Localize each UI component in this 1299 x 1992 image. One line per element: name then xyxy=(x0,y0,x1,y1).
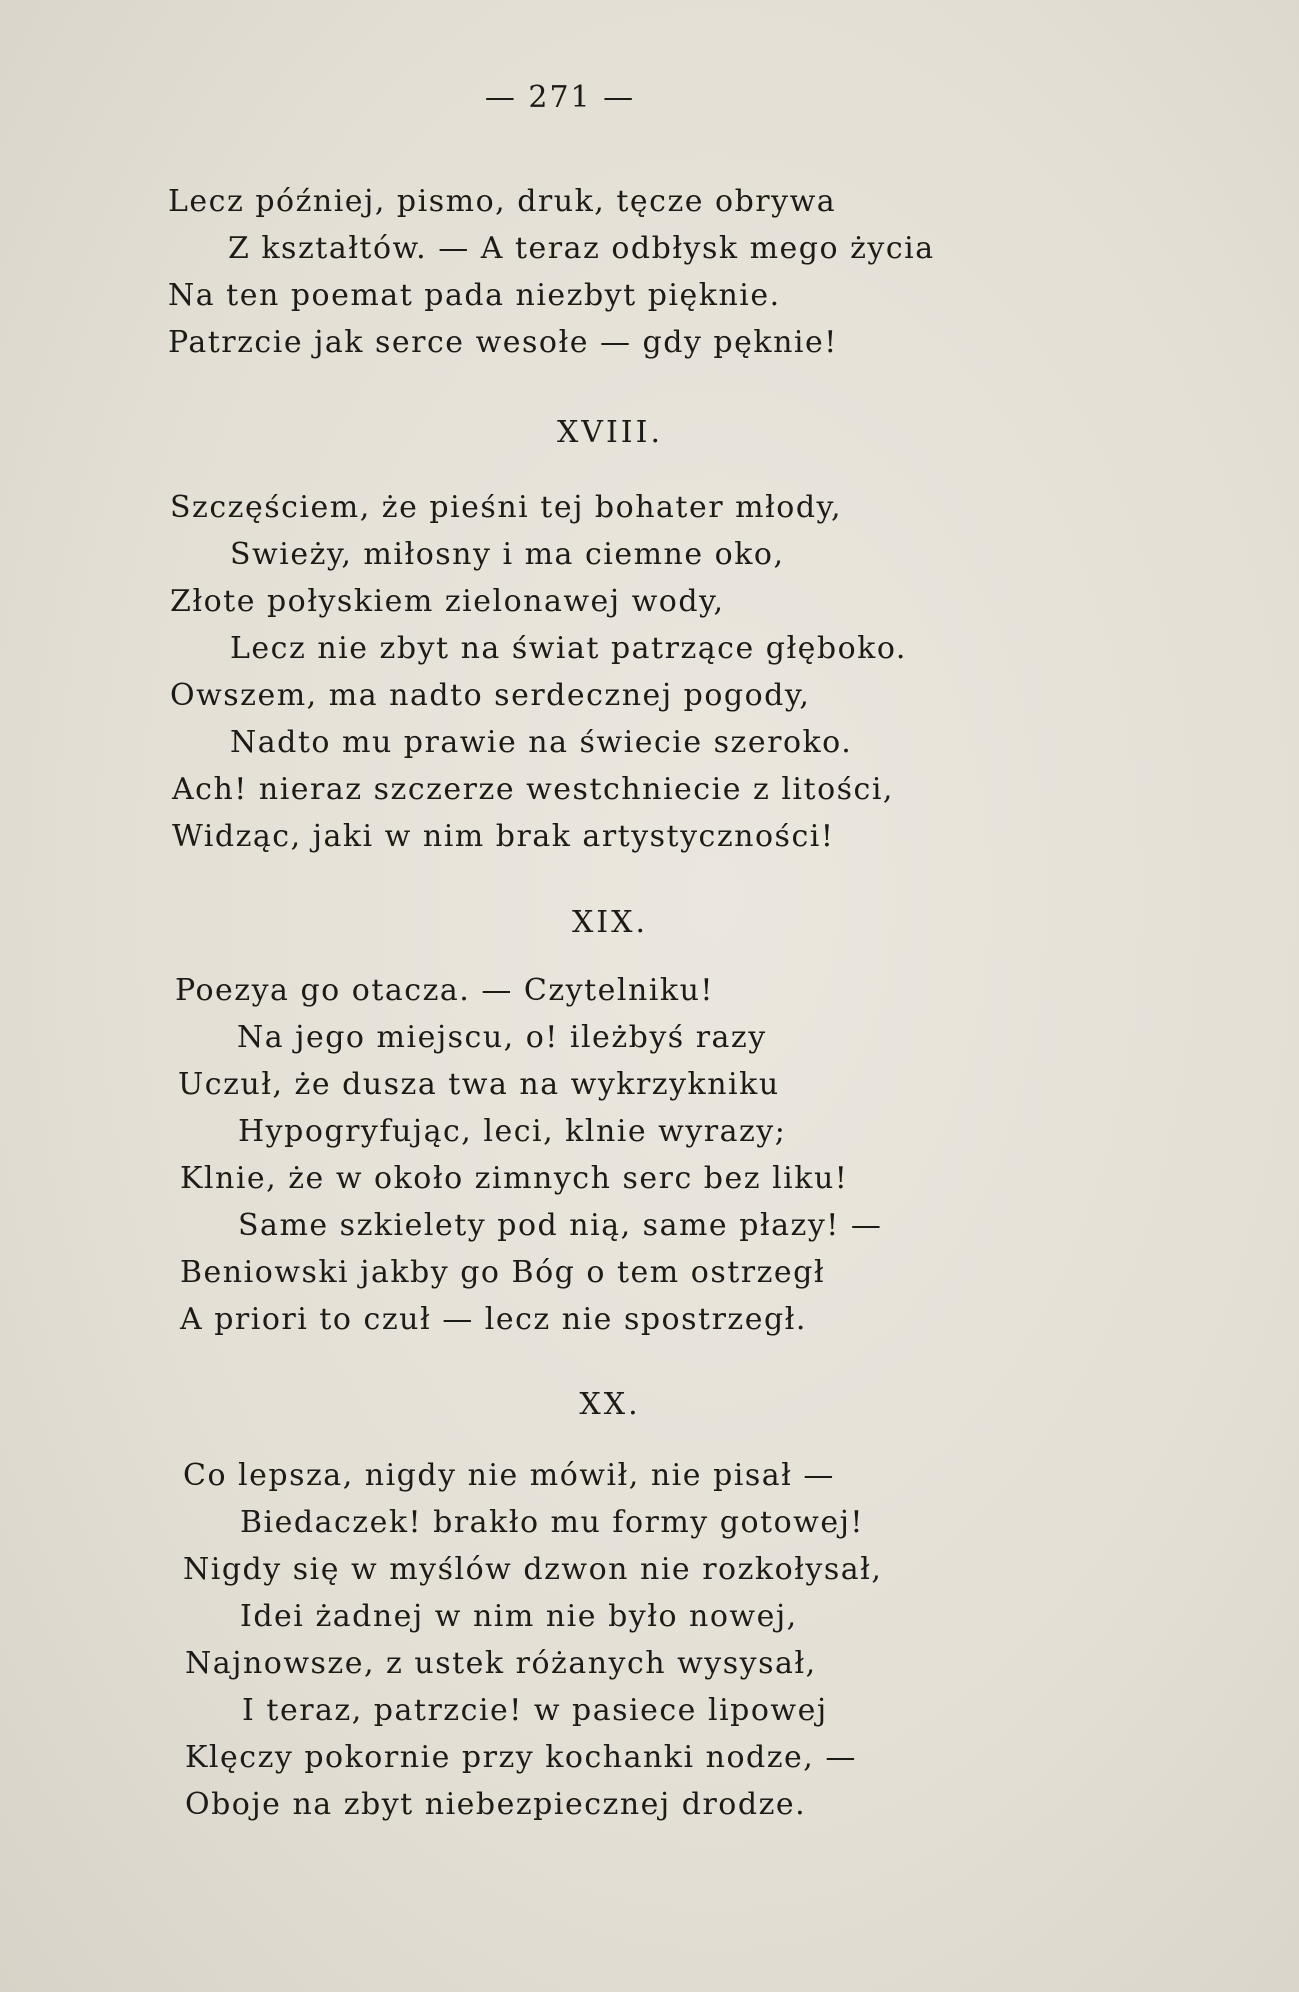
verse-line: Owszem, ma nadto serdecznej pogody, xyxy=(170,678,811,713)
verse-line: Ach! nieraz szczerze westchniecie z litości, xyxy=(172,772,894,807)
verse-line: Oboje na zbyt niebezpiecznej drodze. xyxy=(185,1787,807,1822)
verse-line: Biedaczek! brakło mu formy gotowej! xyxy=(240,1505,864,1540)
verse-line: Uczuł, że dusza twa na wykrzykniku xyxy=(178,1067,780,1102)
verse-line: Same szkielety pod nią, same płazy! — xyxy=(238,1208,883,1243)
verse-line: Nadto mu prawie na świecie szeroko. xyxy=(230,725,853,760)
verse-line: Najnowsze, z ustek różanych wysysał, xyxy=(185,1646,817,1681)
verse-line: Poezya go otacza. — Czytelniku! xyxy=(175,973,714,1008)
stanza-xix xyxy=(0,967,1299,1343)
verse-line: Szczęściem, że pieśni tej bohater młody, xyxy=(170,490,843,525)
verse-line: Widząc, jaki w nim brak artystyczności! xyxy=(172,819,835,854)
verse-line: A priori to czuł — lecz nie spostrzegł. xyxy=(180,1302,807,1337)
verse-line: Swieży, miłosny i ma ciemne oko, xyxy=(230,537,785,572)
verse-line: Klnie, że w około zimnych serc bez liku! xyxy=(180,1161,849,1196)
verse-line: Na ten poemat pada niezbyt pięknie. xyxy=(168,278,781,313)
stanza-xx xyxy=(0,1452,1299,1828)
stanza-number: XVIII. xyxy=(556,415,664,450)
stanza-number: XIX. xyxy=(571,905,649,940)
stanza-intro xyxy=(0,178,1299,366)
verse-line: Co lepsza, nigdy nie mówił, nie pisał — xyxy=(183,1458,835,1493)
verse-line: Idei żadnej w nim nie było nowej, xyxy=(240,1599,798,1634)
verse-line: Złote połyskiem zielonawej wody, xyxy=(170,584,725,619)
verse-line: Na jego miejscu, o! ileżbyś razy xyxy=(237,1020,767,1055)
verse-line: Hypogryfując, leci, klnie wyrazy; xyxy=(238,1114,787,1149)
verse-line: Z kształtów. — A teraz odbłysk mego życia xyxy=(228,231,935,266)
verse-line: Patrzcie jak serce wesołe — gdy pęknie! xyxy=(168,325,838,360)
verse-line: Nigdy się w myślów dzwon nie rozkołysał, xyxy=(183,1552,883,1587)
verse-line: Lecz później, pismo, druk, tęcze obrywa xyxy=(168,184,837,219)
stanza-number: XX. xyxy=(579,1387,641,1422)
stanza-xviii xyxy=(0,484,1299,860)
verse-line: I teraz, patrzcie! w pasiece lipowej xyxy=(242,1693,828,1728)
verse-line: Lecz nie zbyt na świat patrzące głęboko. xyxy=(230,631,907,666)
page-number: — 271 — xyxy=(484,80,636,115)
verse-line: Beniowski jakby go Bóg o tem ostrzegł xyxy=(180,1255,826,1290)
verse-line: Klęczy pokornie przy kochanki nodze, — xyxy=(185,1740,857,1775)
